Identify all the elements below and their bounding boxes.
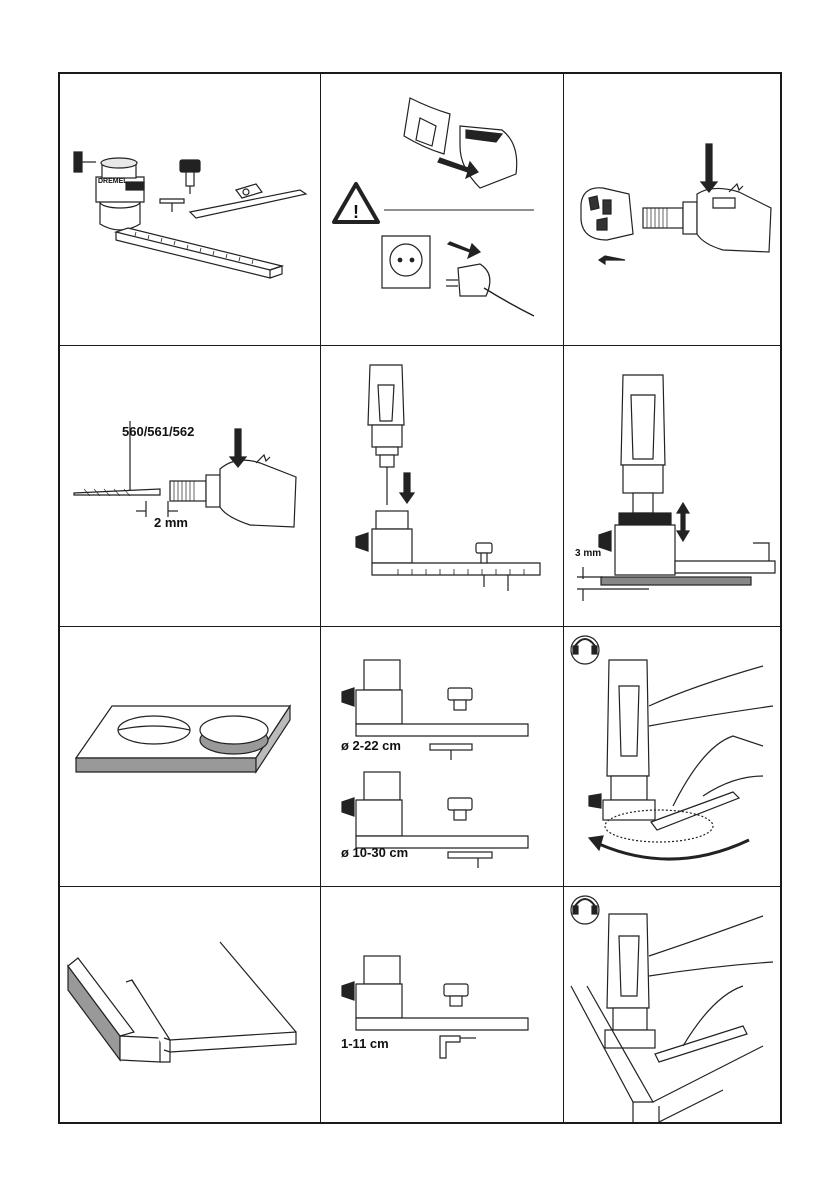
figure-insert-bit [60, 345, 320, 626]
instruction-sheet [58, 72, 782, 1124]
figure-straight-settings [320, 886, 563, 1126]
cut-depth-label: 3 mm [575, 548, 602, 559]
bit-model-label: 560/561/562 [122, 424, 195, 439]
bit-depth-label: 2 mm [154, 515, 188, 530]
figure-remove-cap [563, 74, 784, 345]
figure-cutting-straight [563, 886, 784, 1126]
warning-triangle-icon: ! [353, 202, 359, 222]
figure-disconnect-power [320, 74, 563, 345]
brand-logo-label: DREMEL [98, 178, 128, 185]
figure-straight-cut [60, 886, 320, 1126]
range-straight-label: 1-11 cm [341, 1036, 389, 1051]
range-circle-small-label: ø 2-22 cm [341, 738, 401, 753]
figure-circle-settings [320, 626, 563, 886]
figure-mount-attachment [320, 345, 563, 626]
figure-attachment-parts [60, 74, 320, 345]
range-circle-large-label: ø 10-30 cm [341, 845, 409, 860]
figure-circle-cut [60, 626, 320, 886]
figure-set-depth [563, 345, 784, 626]
figure-cutting-circle [563, 626, 784, 886]
